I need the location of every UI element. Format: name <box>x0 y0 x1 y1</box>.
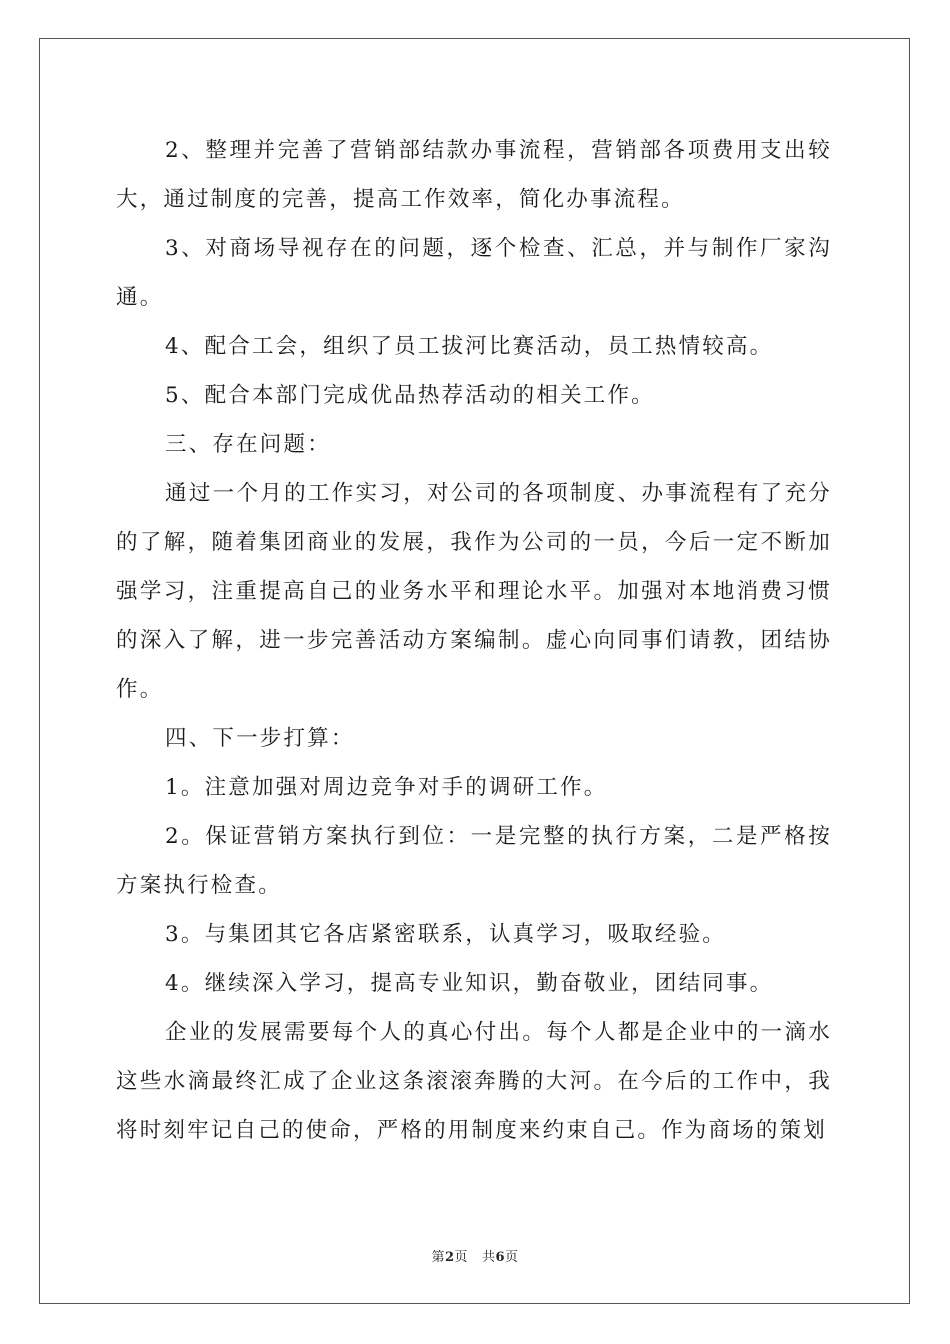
paragraph: 4、配合工会，组织了员工拔河比赛活动，员工热情较高。 <box>165 334 774 359</box>
paragraph: 5、配合本部门完成优品热荐活动的相关工作。 <box>165 383 655 408</box>
paragraph: 4。继续深入学习，提高专业知识，勤奋敬业，团结同事。 <box>165 971 774 996</box>
paragraph: 3、对商场导视存在的问题，逐个检查、汇总，并与制作厂家沟通。 <box>116 236 832 310</box>
total-prefix: 共 <box>481 1250 496 1265</box>
document-body <box>116 126 832 1155</box>
paragraph: 1。注意加强对周边竞争对手的调研工作。 <box>165 775 608 800</box>
total-suffix: 页 <box>505 1250 519 1265</box>
page-footer <box>0 1246 950 1265</box>
paragraph: 企业的发展需要每个人的真心付出。每个人都是企业中的一滴水这些水滴最终汇成了企业这条滚滚奔腾的大河。在今后的工作中，我将时刻牢记自己的使命，严格的用制度来约束自己。作为商场的策划 <box>116 1020 832 1143</box>
page-suffix: 页 <box>454 1250 469 1265</box>
paragraph: 通过一个月的工作实习，对公司的各项制度、办事流程有了充分的了解，随着集团商业的发展，我作为公司的一员，今后一定不断加强学习，注重提高自己的业务水平和理论水平。加强对本地消费习惯的深入了解，进一步完善活动方案编制。虚心向同事们请教，团结协作。 <box>116 481 832 702</box>
section-heading: 四、下一步打算： <box>165 726 355 751</box>
total-pages: 6 <box>495 1250 506 1265</box>
paragraph: 2、整理并完善了营销部结款办事流程，营销部各项费用支出较大，通过制度的完善，提高工作效率，简化办事流程。 <box>116 138 832 212</box>
page-number: 2 <box>444 1250 455 1265</box>
section-heading: 三、存在问题： <box>165 432 331 457</box>
page-prefix: 第 <box>431 1250 445 1265</box>
paragraph: 3。与集团其它各店紧密联系，认真学习，吸取经验。 <box>165 922 726 947</box>
paragraph: 2。保证营销方案执行到位：一是完整的执行方案，二是严格按方案执行检查。 <box>116 824 832 898</box>
